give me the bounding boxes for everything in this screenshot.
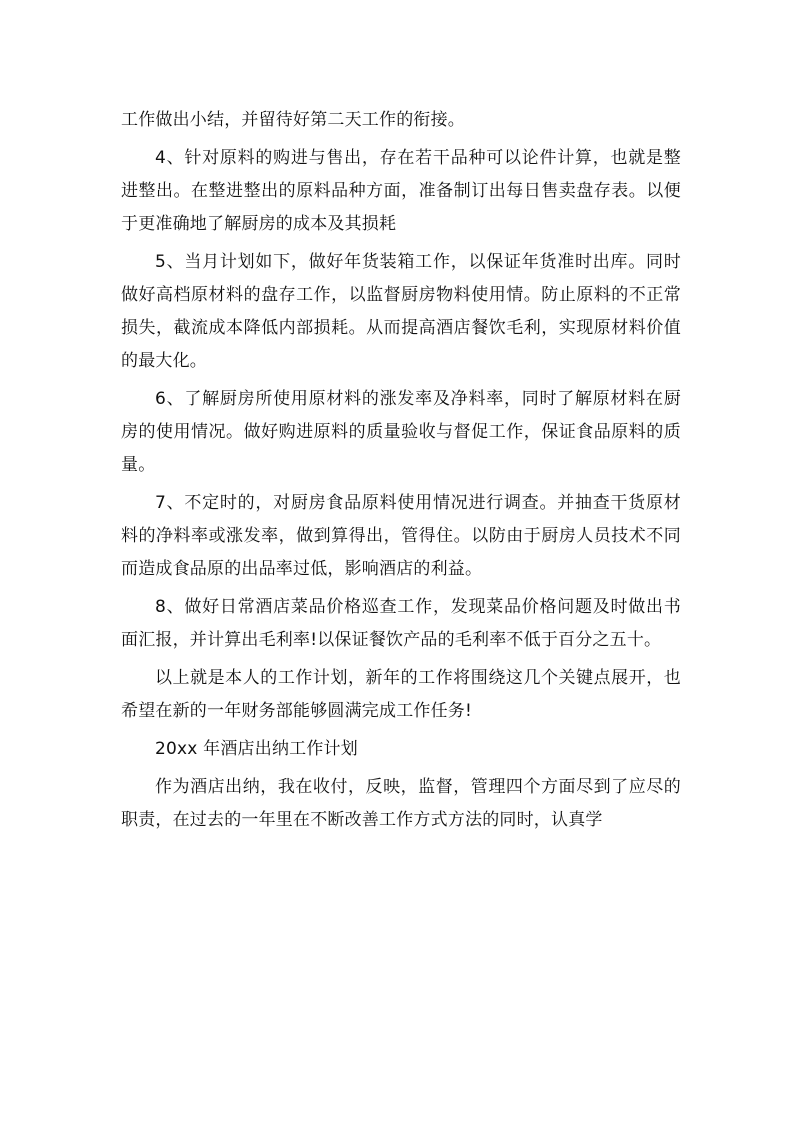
paragraph-item-4: 4、针对原料的购进与售出，存在若干品种可以论件计算，也就是整进整出。在整进整出的原料品种方面，准备制订出每日售卖盘存表。以便于更准确地了解厨房的成本及其损耗: [121, 148, 681, 234]
section-title: 20xx 年酒店出纳工作计划: [155, 739, 358, 759]
paragraph-continuation: 工作做出小结，并留待好第二天工作的衔接。: [121, 110, 465, 130]
document-body: [121, 104, 681, 842]
paragraph-item-7: 7、不定时的，对厨房食品原料使用情况进行调查。并抽查干货原材料的净料率或涨发率，做到算得出，管得住。以防由于厨房人员技术不同而造成食品原的出品率过低，影响酒店的利益。: [121, 493, 681, 579]
paragraph-item-6: 6、了解厨房所使用原材料的涨发率及净料率，同时了解原材料在厨房的使用情况。做好购进原料的质量验收与督促工作，保证食品原料的质量。: [121, 389, 681, 475]
paragraph-intro: 作为酒店出纳，我在收付，反映，监督，管理四个方面尽到了应尽的职责，在过去的一年里在不断改善工作方式方法的同时，认真学: [121, 777, 681, 830]
paragraph-conclusion: 以上就是本人的工作计划，新年的工作将围绕这几个关键点展开，也希望在新的一年财务部能够圆满完成工作任务!: [121, 668, 681, 721]
paragraph-item-8: 8、做好日常酒店菜品价格巡查工作，发现菜品价格问题及时做出书面汇报，并计算出毛利率!以保证餐饮产品的毛利率不低于百分之五十。: [121, 597, 681, 650]
paragraph-item-5: 5、当月计划如下，做好年货装箱工作，以保证年货准时出库。同时做好高档原材料的盘存工作，以监督厨房物料使用情。防止原料的不正常损失，截流成本降低内部损耗。从而提高酒店餐饮毛利，实现原材料价值的最大化。: [121, 252, 681, 371]
